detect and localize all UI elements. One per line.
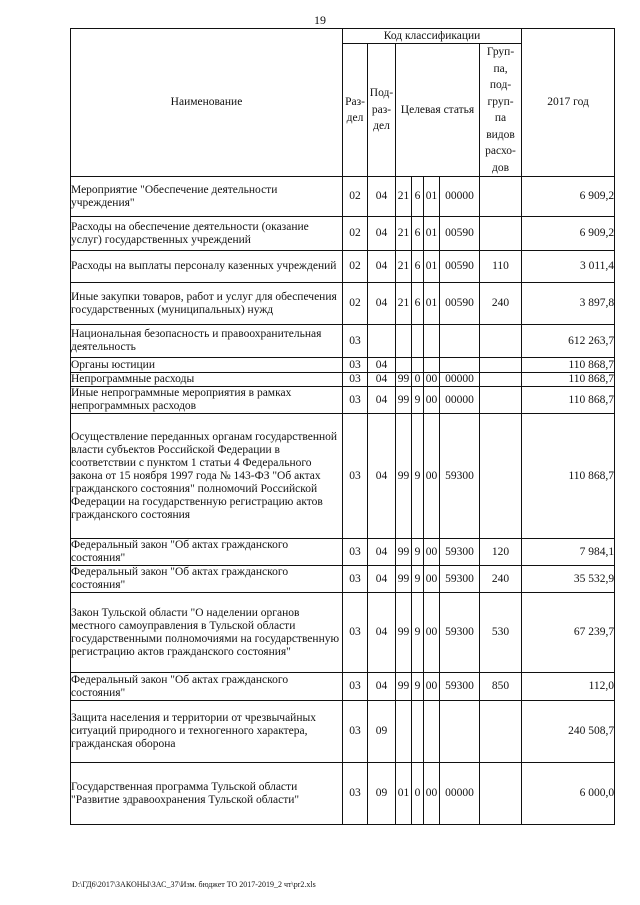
row-target-direction: 00000 [440, 763, 480, 825]
row-expense-group [480, 763, 522, 825]
row-subsection: 04 [368, 539, 396, 566]
row-name: Федеральный закон "Об актах гражданского состояния" [71, 539, 343, 566]
header-name: Наименование [71, 29, 343, 177]
row-target-program: 21 [396, 177, 412, 217]
row-target-program: 21 [396, 283, 412, 325]
row-target-event [424, 701, 440, 763]
row-subsection: 04 [368, 566, 396, 593]
table-row [71, 177, 615, 217]
row-section: 03 [343, 763, 368, 825]
row-target-program: 99 [396, 566, 412, 593]
file-path-footer: D:\ГД6\2017\ЗАКОНЫ\ЗАС_37\Изм. бюджет ТО 2017-2019_2 чт\pr2.xls [72, 880, 316, 889]
row-expense-group: 850 [480, 673, 522, 701]
header-subsection: Под- раз- дел [368, 44, 396, 177]
header-target: Целевая статья [396, 44, 480, 177]
row-target-subprogram: 9 [412, 414, 424, 539]
row-target-subprogram: 9 [412, 566, 424, 593]
row-section: 03 [343, 539, 368, 566]
row-target-program: 01 [396, 763, 412, 825]
row-subsection: 09 [368, 701, 396, 763]
row-target-direction: 59300 [440, 673, 480, 701]
row-target-program: 99 [396, 673, 412, 701]
row-target-event [424, 325, 440, 358]
row-section: 03 [343, 701, 368, 763]
row-target-program: 21 [396, 217, 412, 251]
row-amount: 110 868,7 [522, 373, 615, 387]
row-name: Федеральный закон "Об актах гражданского состояния" [71, 566, 343, 593]
row-expense-group: 120 [480, 539, 522, 566]
row-target-subprogram [412, 358, 424, 373]
row-target-program: 99 [396, 593, 412, 673]
row-target-event: 01 [424, 283, 440, 325]
row-section: 02 [343, 251, 368, 283]
row-target-event: 01 [424, 251, 440, 283]
row-amount: 6 000,0 [522, 763, 615, 825]
row-section: 03 [343, 325, 368, 358]
row-section: 03 [343, 387, 368, 414]
row-target-event: 00 [424, 373, 440, 387]
row-name: Иные закупки товаров, работ и услуг для обеспечения государственных (муниципальных) нужд [71, 283, 343, 325]
row-amount: 3 011,4 [522, 251, 615, 283]
row-target-direction: 00000 [440, 373, 480, 387]
row-expense-group [480, 373, 522, 387]
table-body [71, 177, 615, 825]
row-target-event: 00 [424, 673, 440, 701]
row-subsection: 04 [368, 414, 396, 539]
row-expense-group [480, 701, 522, 763]
row-target-direction: 00590 [440, 251, 480, 283]
row-target-subprogram [412, 701, 424, 763]
table-row [71, 325, 615, 358]
row-amount: 112,0 [522, 673, 615, 701]
row-target-direction [440, 701, 480, 763]
row-target-direction: 59300 [440, 593, 480, 673]
row-section: 03 [343, 593, 368, 673]
row-target-subprogram: 0 [412, 373, 424, 387]
row-target-subprogram: 6 [412, 251, 424, 283]
row-target-program [396, 325, 412, 358]
table-row [71, 763, 615, 825]
row-target-event: 00 [424, 414, 440, 539]
row-name: Мероприятие "Обеспечение деятельности учреждения" [71, 177, 343, 217]
table-row [71, 217, 615, 251]
row-subsection: 04 [368, 251, 396, 283]
row-expense-group: 110 [480, 251, 522, 283]
table-row [71, 251, 615, 283]
row-section: 03 [343, 373, 368, 387]
row-name: Закон Тульской области "О наделении органов местного самоуправления в Тульской области государственными полномочиями на государственную регистрацию актов гражданского состояния" [71, 593, 343, 673]
row-target-direction: 00590 [440, 283, 480, 325]
row-name: Расходы на обеспечение деятельности (оказание услуг) государственных учреждений [71, 217, 343, 251]
row-target-direction: 59300 [440, 539, 480, 566]
row-amount: 110 868,7 [522, 387, 615, 414]
row-section: 02 [343, 177, 368, 217]
row-subsection: 04 [368, 673, 396, 701]
row-target-event: 00 [424, 593, 440, 673]
row-target-direction [440, 325, 480, 358]
row-amount: 35 532,9 [522, 566, 615, 593]
row-expense-group [480, 358, 522, 373]
row-section: 03 [343, 414, 368, 539]
row-target-subprogram: 0 [412, 763, 424, 825]
row-subsection: 04 [368, 177, 396, 217]
row-target-program [396, 701, 412, 763]
row-section: 03 [343, 566, 368, 593]
row-subsection: 04 [368, 373, 396, 387]
row-expense-group [480, 325, 522, 358]
row-target-program: 99 [396, 373, 412, 387]
row-target-subprogram: 9 [412, 593, 424, 673]
row-target-event: 00 [424, 539, 440, 566]
row-section: 02 [343, 217, 368, 251]
row-section: 03 [343, 358, 368, 373]
header-row [71, 29, 615, 44]
row-amount: 110 868,7 [522, 358, 615, 373]
table-row [71, 283, 615, 325]
row-target-program: 99 [396, 387, 412, 414]
row-subsection: 04 [368, 217, 396, 251]
header-group: Груп- па, под- груп- па видов расхо- дов [480, 44, 522, 177]
row-target-direction: 59300 [440, 566, 480, 593]
budget-table [70, 28, 615, 825]
page-number: 19 [314, 13, 326, 27]
row-expense-group: 530 [480, 593, 522, 673]
table-row [71, 539, 615, 566]
row-target-direction [440, 358, 480, 373]
row-target-program: 99 [396, 414, 412, 539]
row-target-direction: 00000 [440, 177, 480, 217]
row-subsection: 09 [368, 763, 396, 825]
row-amount: 3 897,8 [522, 283, 615, 325]
header-section: Раз- дел [343, 44, 368, 177]
row-target-subprogram: 9 [412, 387, 424, 414]
row-target-subprogram: 9 [412, 673, 424, 701]
row-target-program [396, 358, 412, 373]
row-subsection: 04 [368, 593, 396, 673]
row-target-subprogram [412, 325, 424, 358]
row-amount: 67 239,7 [522, 593, 615, 673]
table-row [71, 701, 615, 763]
table-row [71, 373, 615, 387]
row-target-event: 01 [424, 177, 440, 217]
row-target-event [424, 358, 440, 373]
table-row [71, 566, 615, 593]
row-name: Осуществление переданных органам государственной власти субъектов Российской Федерации в соответствии с пунктом 1 статьи 4 Федерального закона от 15 ноября 1997 года № 143-ФЗ "Об актах гражданского состояния" полномочий Российской Федерации на государственную регистрацию актов гражданского состояния [71, 414, 343, 539]
row-target-program: 99 [396, 539, 412, 566]
row-subsection: 04 [368, 358, 396, 373]
row-target-direction: 59300 [440, 414, 480, 539]
row-subsection: 04 [368, 283, 396, 325]
row-target-subprogram: 9 [412, 539, 424, 566]
table-row [71, 673, 615, 701]
row-target-subprogram: 6 [412, 177, 424, 217]
row-expense-group [480, 217, 522, 251]
row-expense-group: 240 [480, 283, 522, 325]
row-amount: 6 909,2 [522, 177, 615, 217]
row-name: Иные непрограммные мероприятия в рамках непрограммных расходов [71, 387, 343, 414]
row-amount: 7 984,1 [522, 539, 615, 566]
row-name: Расходы на выплаты персоналу казенных учреждений [71, 251, 343, 283]
row-name: Непрограммные расходы [71, 373, 343, 387]
row-amount: 6 909,2 [522, 217, 615, 251]
table-row [71, 358, 615, 373]
table-row [71, 387, 615, 414]
row-amount: 612 263,7 [522, 325, 615, 358]
row-name: Органы юстиции [71, 358, 343, 373]
row-target-direction: 00590 [440, 217, 480, 251]
row-section: 03 [343, 673, 368, 701]
row-expense-group: 240 [480, 566, 522, 593]
row-section: 02 [343, 283, 368, 325]
row-target-subprogram: 6 [412, 217, 424, 251]
row-expense-group [480, 387, 522, 414]
row-expense-group [480, 177, 522, 217]
row-name: Национальная безопасность и правоохранительная деятельность [71, 325, 343, 358]
row-name: Государственная программа Тульской области "Развитие здравоохранения Тульской области" [71, 763, 343, 825]
row-amount: 110 868,7 [522, 414, 615, 539]
row-amount: 240 508,7 [522, 701, 615, 763]
header-code: Код классификации [343, 29, 522, 44]
table-row [71, 414, 615, 539]
row-subsection [368, 325, 396, 358]
row-subsection: 04 [368, 387, 396, 414]
row-target-event: 00 [424, 387, 440, 414]
row-target-program: 21 [396, 251, 412, 283]
row-name: Федеральный закон "Об актах гражданского состояния" [71, 673, 343, 701]
row-expense-group [480, 414, 522, 539]
row-target-event: 00 [424, 763, 440, 825]
row-target-event: 00 [424, 566, 440, 593]
header-year: 2017 год [522, 29, 615, 177]
row-target-direction: 00000 [440, 387, 480, 414]
table-row [71, 593, 615, 673]
row-target-subprogram: 6 [412, 283, 424, 325]
row-target-event: 01 [424, 217, 440, 251]
row-name: Защита населения и территории от чрезвычайных ситуаций природного и техногенного характера, гражданская оборона [71, 701, 343, 763]
